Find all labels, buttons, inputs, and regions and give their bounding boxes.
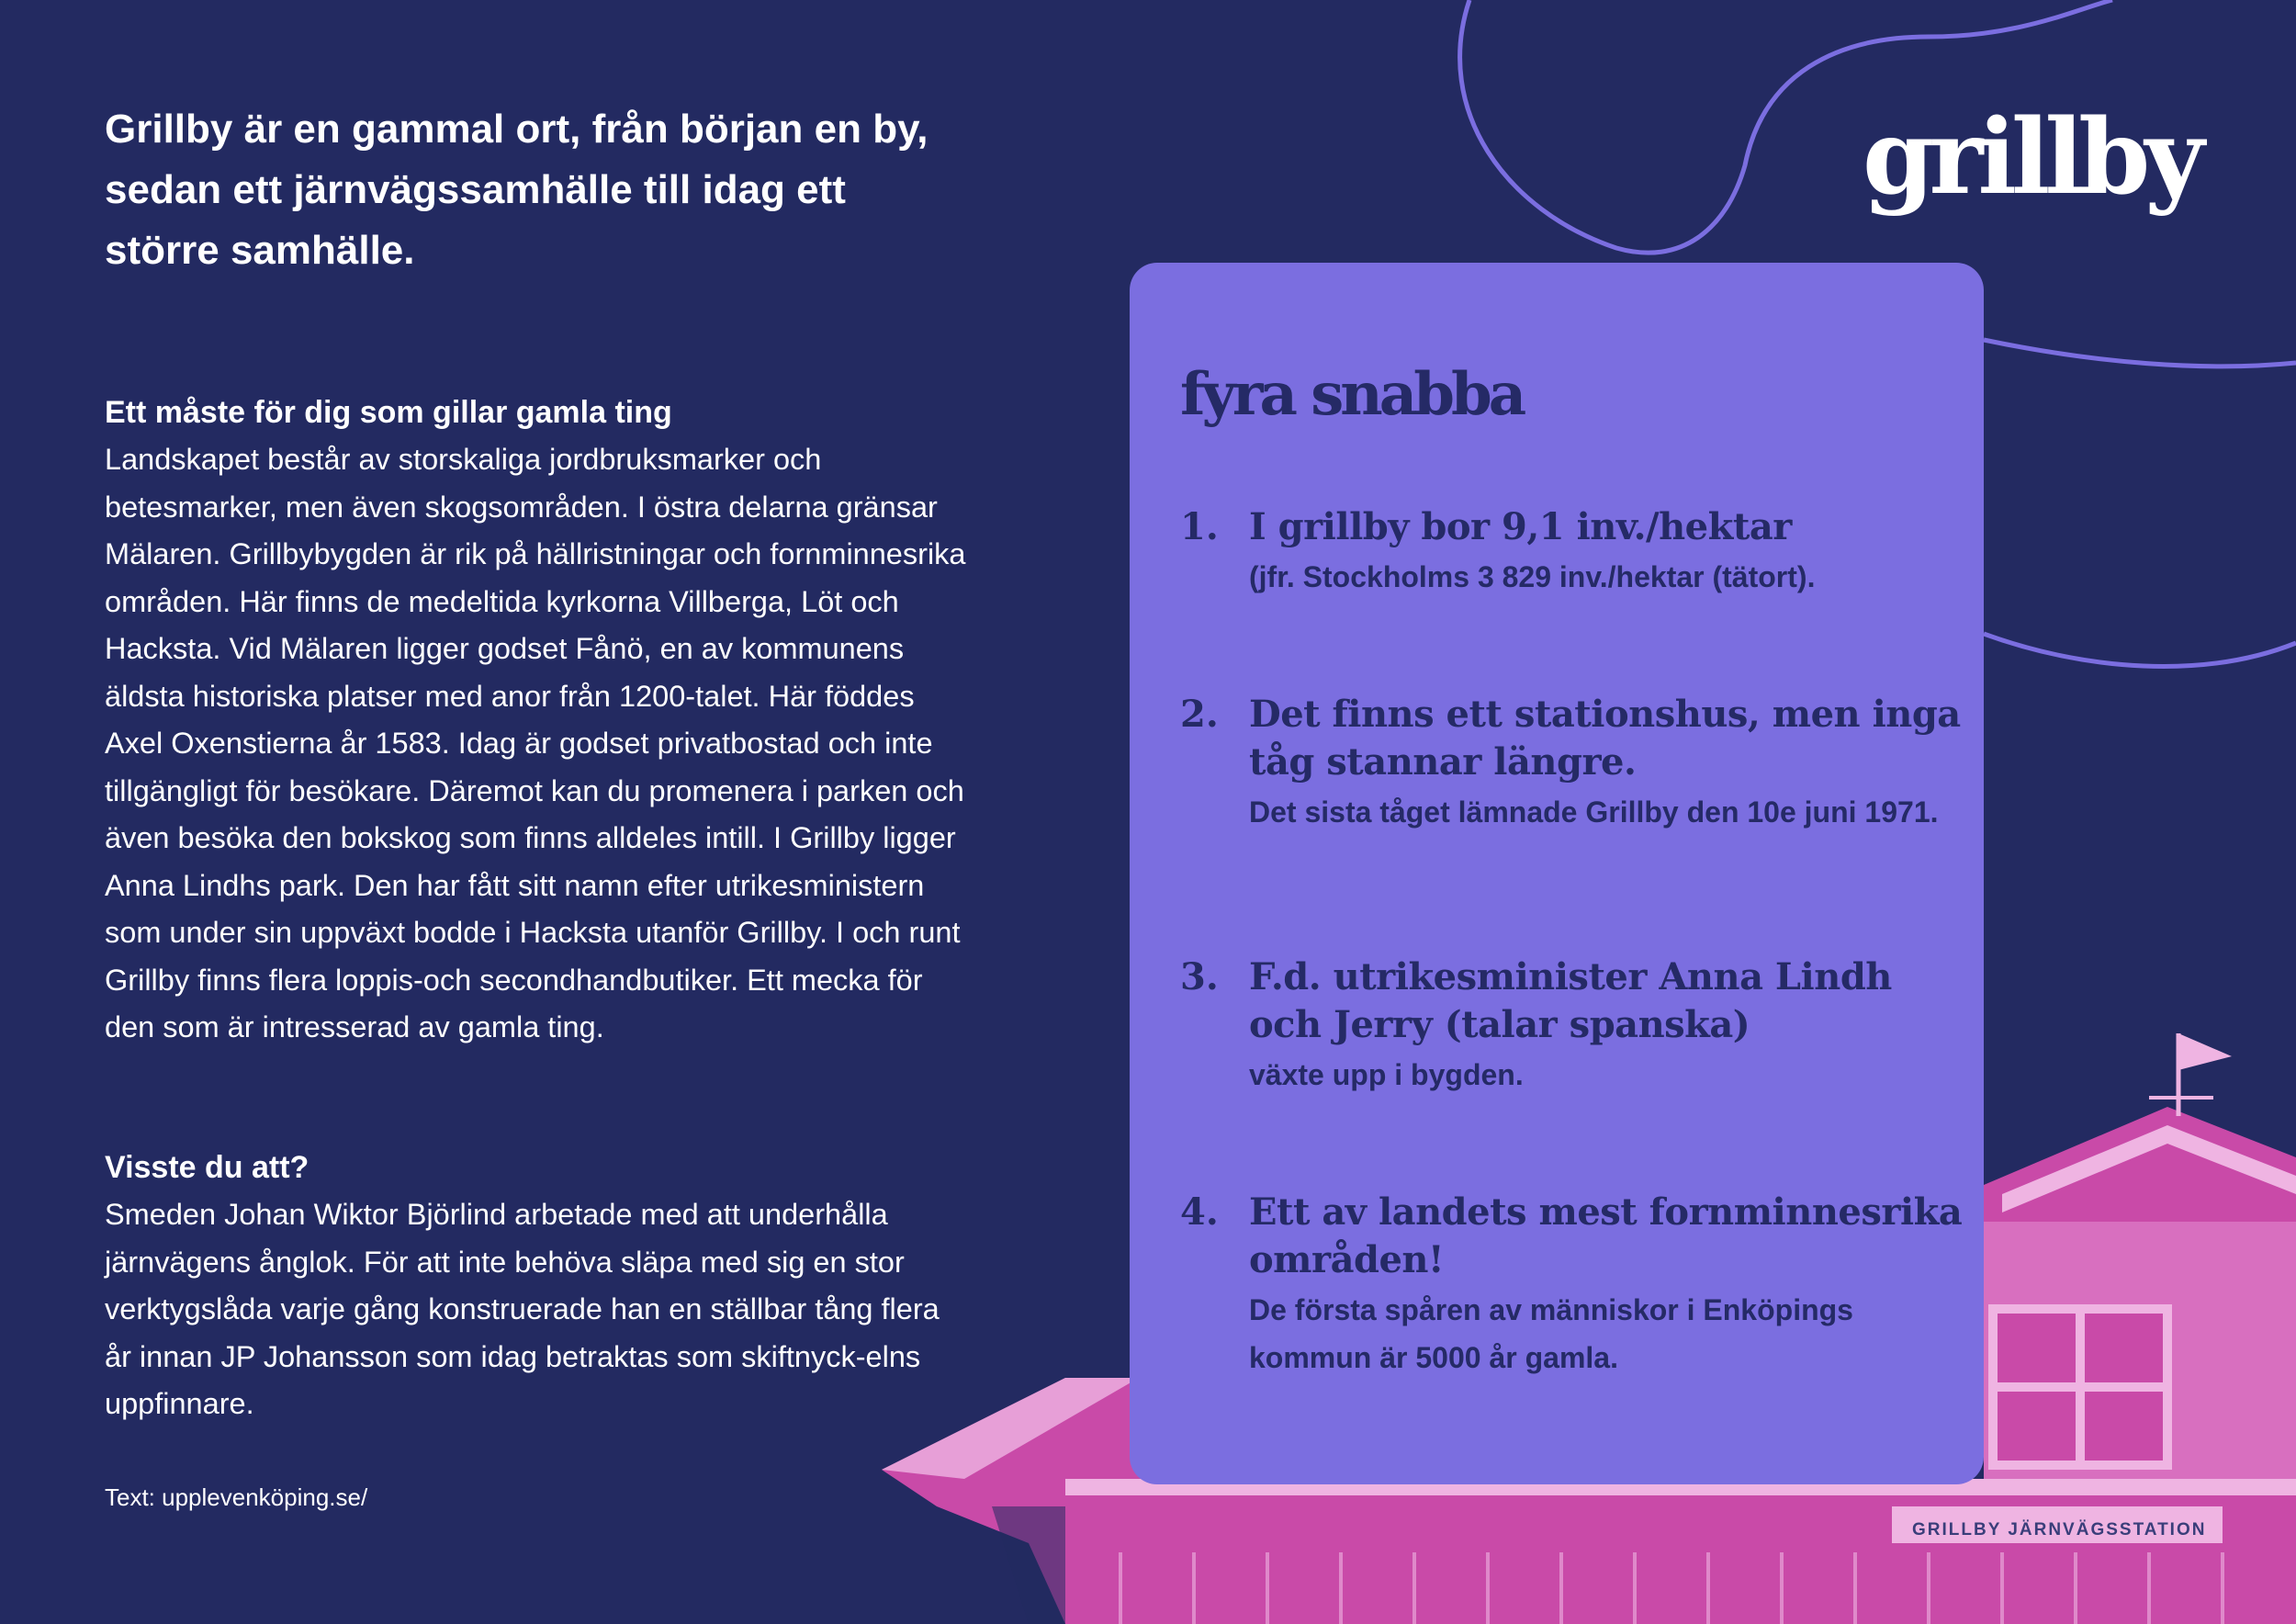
section-body: Landskapet består av storskaliga jordbruksmarker och betesmarker, men även skogsområden. I östra delarna gränsar Mälaren. Grillbybygden är rik på hällristningar och fornminnesrika områden. Här finns de medeltida kyrkorna Villberga, Löt och Hacksta. Vid Mälaren ligger godset Fånö, en av kommunens äldsta historiska platser med anor från 1200-talet. Här föddes Axel Oxenstierna år 1583. Idag är godset privatbostad och inte tillgängligt för besökare. Däremot kan du promenera i parken och även besöka den bokskog som finns alldeles intill. I Grillby ligger Anna Lindhs park. Den har fått sitt namn efter utrikesministern som under sin uppväxt bodde i Hacksta utanför Grillby. I och runt Grillby finns flera loppis-och secondhandbutiker. Ett mecka för den som är intresserad av gamla ting. [105,443,966,1043]
section-body: Smeden Johan Wiktor Björlind arbetade med att underhålla järnvägens ånglok. För att inte behöva släpa med sig en stor verktygslåda varje gång konstruerade han en ställbar tång flera år innan JP Johansson som idag betraktas som skiftnyck-elns uppfinnare. [105,1198,940,1420]
section-heading: Ett måste för dig som gillar gamla ting [105,395,672,430]
section-did-you-know [105,1144,968,1428]
card-title: fyra snabba [1180,360,1524,429]
fact-number: 3. [1180,955,1219,998]
intro-text: Grillby är en gammal ort, från början en by, sedan ett järnvägssamhälle till idag ett större samhälle. [105,107,929,273]
station-sign: GRILLBY JÄRNVÄGSSTATION [1912,1520,2207,1539]
fact-detail: Det sista tåget lämnade Grillby den 10e juni 1971. [1249,795,1939,829]
quick-facts-card [1130,263,1984,1484]
fact-detail: växte upp i bygden. [1249,1058,1524,1091]
section-old-things [105,389,968,1052]
section-heading: Visste du att? [105,1150,310,1185]
fact-number: 4. [1180,1190,1219,1234]
fact-heading: Ett av landets mest fornminnesrika områden! [1249,1190,1963,1281]
fact-heading: I grillby bor 9,1 inv./hektar [1249,505,1792,548]
fact-number: 1. [1180,505,1219,548]
grillby-logo: grillby [1863,97,2200,218]
fact-detail: (jfr. Stockholms 3 829 inv./hektar (tätort). [1249,560,1816,593]
source-credit: Text: upplevenköping.se/ [105,1483,368,1511]
fact-detail: De första spåren av människor i Enköpings kommun är 5000 år gamla. [1249,1293,1853,1374]
fact-number: 2. [1180,693,1219,736]
fact-heading: F.d. utrikesminister Anna Lindh och Jerry (talar spanska) [1249,955,1892,1046]
fact-heading: Det finns ett stationshus, men inga tåg stannar längre. [1249,693,1961,784]
